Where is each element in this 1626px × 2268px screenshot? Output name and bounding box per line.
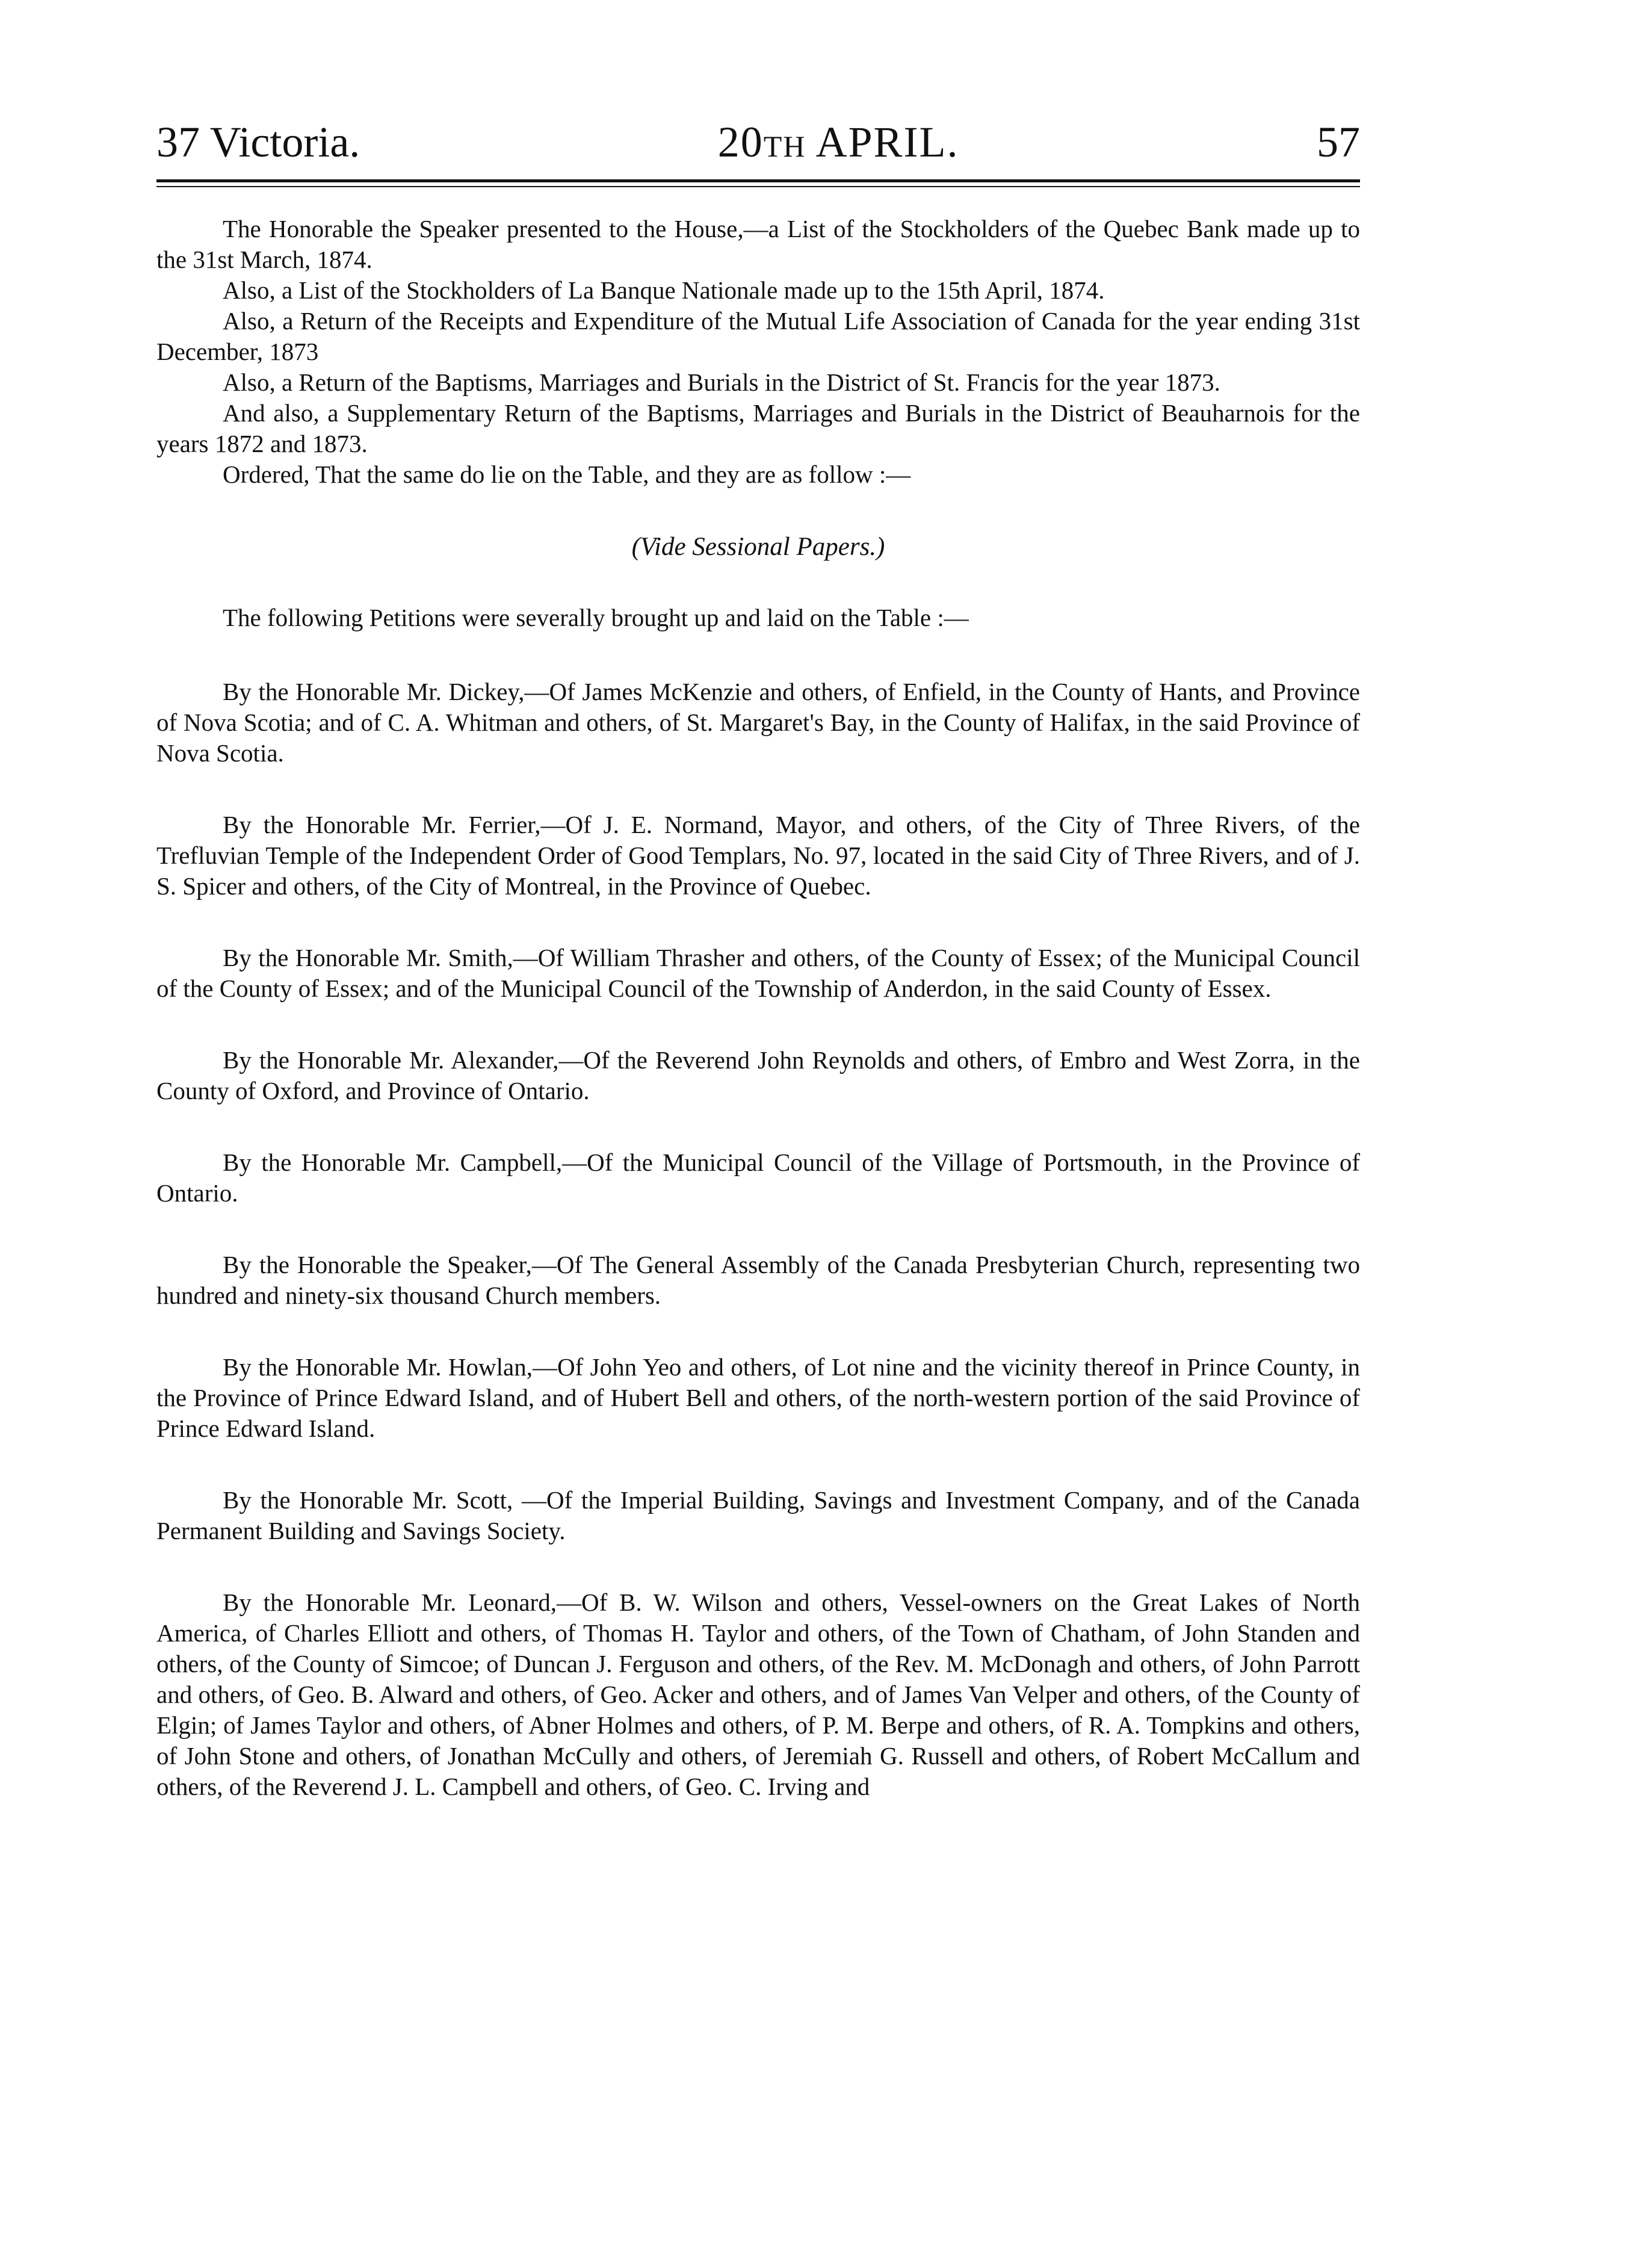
petition-paragraph: By the Honorable Mr. Scott, —Of the Imperial Building, Savings and Investment Company, and of the Canada Permanent Building and Savings Society. [156, 1486, 1360, 1545]
paper-paragraph: Also, a Return of the Baptisms, Marriages and Burials in the District of St. Francis for the year 1873. [223, 368, 1220, 396]
petition-paragraph: By the Honorable Mr. Howlan,—Of John Yeo and others, of Lot nine and the vicinity thereof in Prince County, in the Province of Prince Edward Island, and of Hubert Bell and others, of the north-western portion of the said Province of Prince Edward Island. [156, 1353, 1360, 1442]
petition-paragraph: By the Honorable Mr. Campbell,—Of the Municipal Council of the Village of Portsmouth, in the Province of Ontario. [156, 1148, 1360, 1207]
paper-paragraph: The Honorable the Speaker presented to the House,—a List of the Stockholders of the Quebec Bank made up to the 31st March, 1874. [156, 215, 1360, 273]
page-header [156, 120, 1360, 179]
date-heading: 20th APRIL. [717, 118, 959, 166]
vide-sessional-papers: (Vide Sessional Papers.) [631, 533, 885, 561]
paper-paragraph: And also, a Supplementary Return of the Baptisms, Marriages and Burials in the District of Beauharnois for the years 1872 and 1873. [156, 399, 1360, 457]
paper-paragraph: Also, a Return of the Receipts and Expenditure of the Mutual Life Association of Canada for the year ending 31st December, 1873 [156, 307, 1360, 365]
petitions-list [156, 677, 1360, 1802]
ordered-paragraph: Ordered, That the same do lie on the Table, and they are as follow :— [223, 460, 911, 488]
header-rule-thin [156, 186, 1360, 187]
page [156, 120, 1360, 1843]
petitions-intro: The following Petitions were severally brought up and laid on the Table :— [223, 604, 969, 631]
page-number: 57 [1316, 118, 1360, 166]
petition-paragraph: By the Honorable Mr. Leonard,—Of B. W. Wilson and others, Vessel-owners on the Great Lakes of North America, of Charles Elliott and others, of Thomas H. Taylor and others, of the Town of Chatham, of John Standen and others, of the County of Simcoe; of Duncan J. Ferguson and others, of the Rev. M. McDonagh and others, of John Parrott and others, of Geo. B. Alward and others, of Geo. Acker and others, and of James Van Velper and others, of the County of Elgin; of James Taylor and others, of Abner Holmes and others, of P. M. Berpe and others, of R. A. Tompkins and others, of John Stone and others, of Jonathan McCully and others, of Jeremiah G. Russell and others, of Robert McCallum and others, of the Reverend J. L. Campbell and others, of Geo. C. Irving and [156, 1588, 1360, 1800]
petition-paragraph: By the Honorable Mr. Ferrier,—Of J. E. Normand, Mayor, and others, of the City of Three Rivers, of the Trefluvian Temple of the Independent Order of Good Templars, No. 97, located in the said City of Three Rivers, and of J. S. Spicer and others, of the City of Montreal, in the Province of Quebec. [156, 811, 1360, 900]
petition-paragraph: By the Honorable the Speaker,—Of The General Assembly of the Canada Presbyterian Church, representing two hundred and ninety-six thousand Church members. [156, 1251, 1360, 1309]
sessional-papers-section [156, 214, 1360, 490]
petition-paragraph: By the Honorable Mr. Dickey,—Of James McKenzie and others, of Enfield, in the County of Hants, and Province of Nova Scotia; and of C. A. Whitman and others, of St. Margaret's Bay, in the County of Halifax, in the said Province of Nova Scotia. [156, 678, 1360, 767]
header-rule-thick [156, 179, 1360, 182]
session-label: 37 Victoria. [156, 118, 360, 166]
petition-paragraph: By the Honorable Mr. Alexander,—Of the Reverend John Reynolds and others, of Embro and West Zorra, in the County of Oxford, and Province of Ontario. [156, 1046, 1360, 1105]
petition-paragraph: By the Honorable Mr. Smith,—Of William Thrasher and others, of the County of Essex; of the Municipal Council of the County of Essex; and of the Municipal Council of the Township of Anderdon, in the said County of Essex. [156, 944, 1360, 1002]
paper-paragraph: Also, a List of the Stockholders of La Banque Nationale made up to the 15th April, 1874. [223, 276, 1105, 304]
